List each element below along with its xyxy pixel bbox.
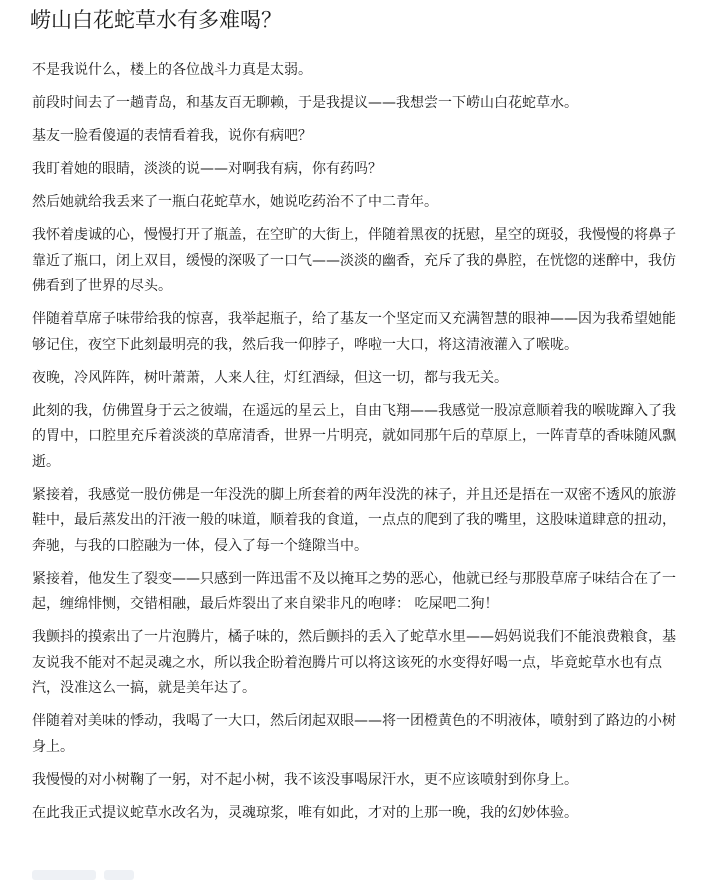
answer-paragraph: 在此我正式提议蛇草水改名为，灵魂琼浆，唯有如此，才对的上那一晚，我的幻妙体验。 <box>32 804 578 821</box>
answer-paragraph: 我慢慢的对小树鞠了一躬，对不起小树，我不该没事喝尿汗水，更不应该喷射到你身上。 <box>32 771 578 788</box>
answer-paragraph: 紧接着，我感觉一股仿佛是一年没洗的脚上所套着的两年没洗的袜子，并且还是捂在一双密不透风的旅游鞋中，最后蒸发出的汗液一般的味道，顺着我的食道，一点点的爬到了我的嘴里，这股味道肆意的扭动，奔驰，与我的口腔融为一体，侵入了每一个缝隙当中。 <box>32 486 676 554</box>
answer-content <box>32 58 682 826</box>
answer-paragraph: 我盯着她的眼睛，淡淡的说——对啊我有病，你有药吗？ <box>32 161 382 177</box>
question-header <box>0 0 710 44</box>
answer-paragraph: 不是我说什么，楼上的各位战斗力真是太弱。 <box>32 62 312 78</box>
vote-button-clipped[interactable] <box>32 870 96 880</box>
answer-paragraph: 紧接着，他发生了裂变——只感到一阵迅雷不及以掩耳之势的恶心，他就已经与那股草席子味结合在了一起，缠绵悱恻，交错相融，最后炸裂出了来自梁非凡的咆哮： 吃屎吧二狗！ <box>32 570 676 612</box>
answer-actions-clipped <box>32 868 152 876</box>
answer-paragraph: 此刻的我，仿佛置身于云之彼端，在遥远的星云上，自由飞翔——我感觉一股凉意顺着我的喉咙蹿入了我的胃中，口腔里充斥着淡淡的草席清香，世界一片明亮，就如同那午后的草原上，一阵青草的香味随风飘逝。 <box>32 402 676 470</box>
secondary-action-clipped[interactable] <box>104 870 134 880</box>
answer-paragraph: 夜晚，冷风阵阵，树叶萧萧，人来人往，灯红酒绿，但这一切，都与我无关。 <box>32 369 508 386</box>
answer-paragraph: 伴随着对美味的悸动，我喝了一大口，然后闭起双眼——将一团橙黄色的不明液体，喷射到了路边的小树身上。 <box>32 713 676 755</box>
answer-paragraph: 前段时间去了一趟青岛，和基友百无聊赖，于是我提议——我想尝一下崂山白花蛇草水。 <box>32 95 578 111</box>
question-title[interactable]: 崂山白花蛇草水有多难喝？ <box>30 8 282 32</box>
answer-paragraph: 我颤抖的摸索出了一片泡腾片，橘子味的，然后颤抖的丢入了蛇草水里——妈妈说我们不能浪费粮食，基友说我不能对不起灵魂之水，所以我企盼着泡腾片可以将这该死的水变得好喝一点，毕竟蛇草水也有点汽，没准这么一搞，就是美年达了。 <box>32 629 676 696</box>
answer-paragraph: 伴随着草席子味带给我的惊喜，我举起瓶子，给了基友一个坚定而又充满智慧的眼神——因为我希望她能够记住，夜空下此刻最明亮的我，然后我一仰脖子，哗啦一大口，将这清液灌入了喉咙。 <box>32 311 676 353</box>
answer-paragraph: 基友一脸看傻逼的表情看着我，说你有病吧？ <box>32 128 312 144</box>
answer-paragraph: 然后她就给我丢来了一瓶白花蛇草水，她说吃药治不了中二青年。 <box>32 194 438 210</box>
answer-paragraph: 我怀着虔诚的心，慢慢打开了瓶盖，在空旷的大街上，伴随着黑夜的抚慰，星空的斑驳，我慢慢的将鼻子靠近了瓶口，闭上双目，缓慢的深吸了一口气——淡淡的幽香，充斥了我的鼻腔，在恍惚的迷醉中，我仿佛看到了世界的尽头。 <box>32 227 676 294</box>
